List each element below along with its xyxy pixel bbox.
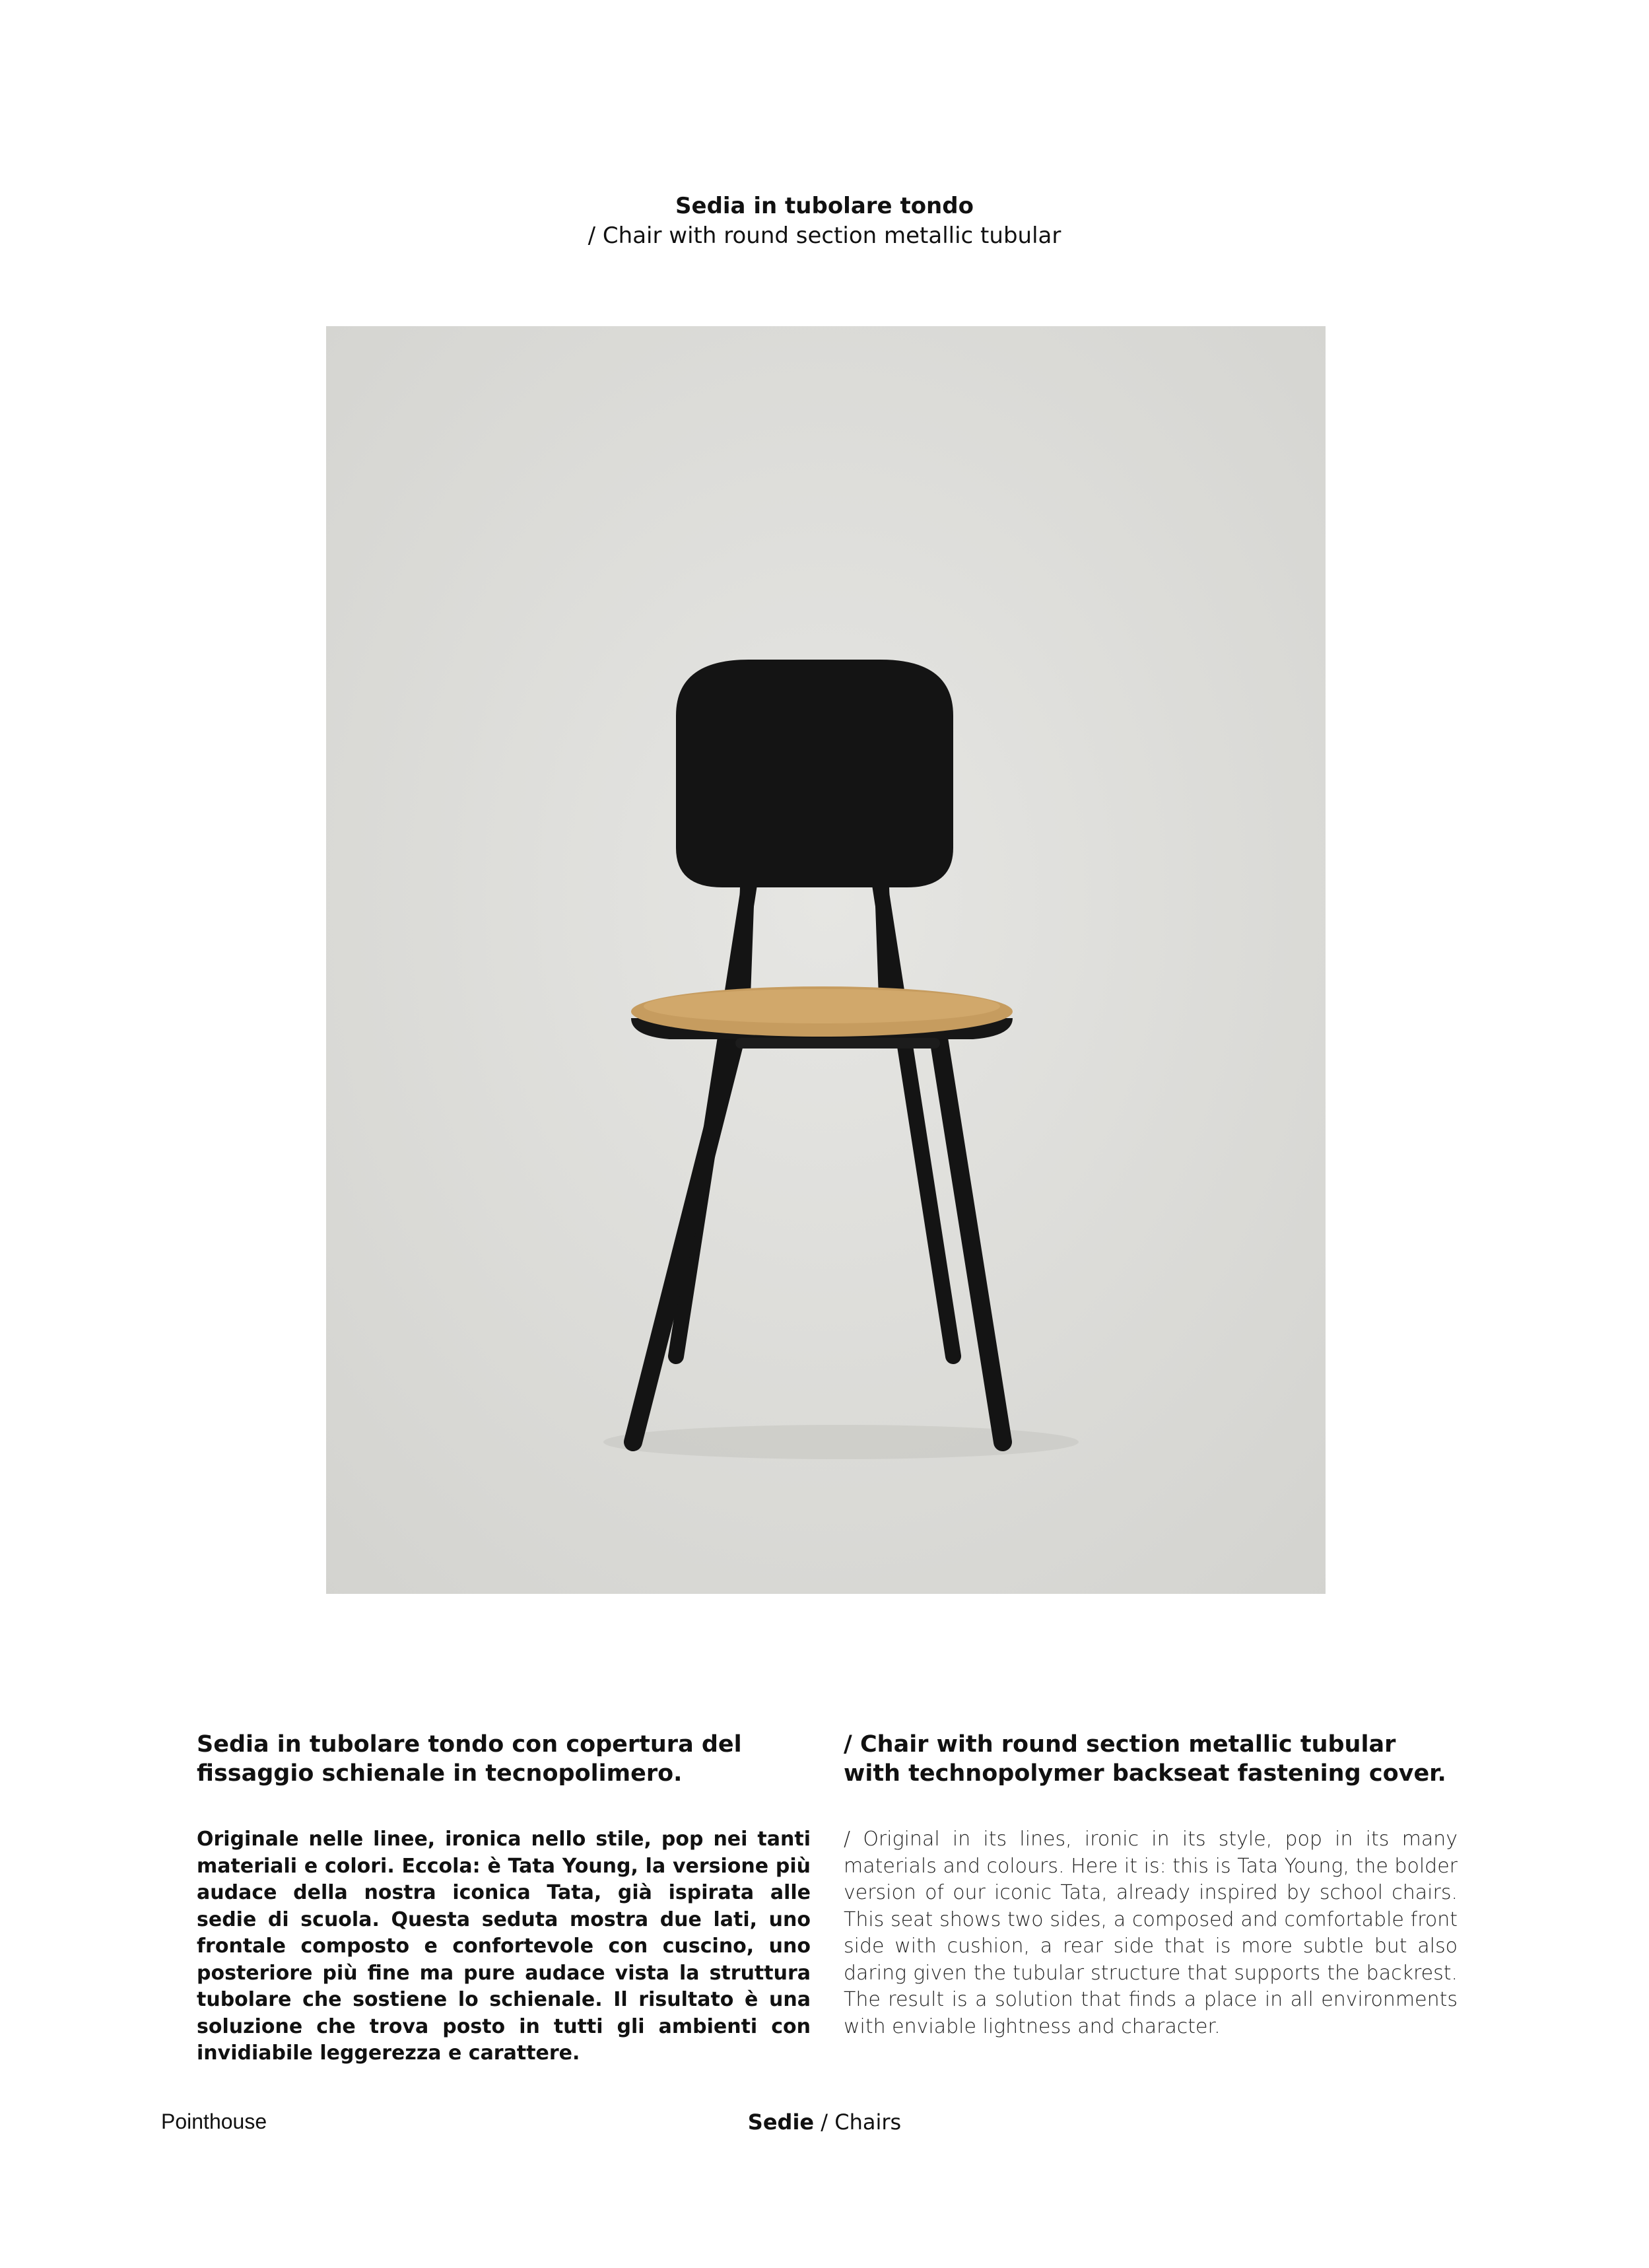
title-english: / Chair with round section metallic tubular	[588, 223, 1061, 249]
english-body: / Original in its lines, ironic in its style, pop in its many materials and colours. Here it is: this is Tata Young, the bolder version of our iconic Tata, already inspired by school chairs. This seat shows two sides, a composed and comfortable front side with cushion, a rear side that is more subtle but also daring given the tubular structure that supports the backrest. The result is a solution that finds a place in all environments with enviable lightness and character.	[844, 1828, 1458, 2038]
chair-illustration	[326, 326, 1326, 1594]
seat-rail	[735, 1038, 940, 1048]
title-italian: Sedia in tubolare tondo	[675, 193, 974, 219]
seat-cushion-highlight	[644, 989, 1000, 1023]
italian-heading: Sedia in tubolare tondo con copertura del fissaggio schienale in tecnopolimero.	[197, 1731, 742, 1787]
category-english: Chairs	[834, 2110, 902, 2135]
english-heading: / Chair with round section metallic tubular with technopolymer backseat fastening cover.	[844, 1731, 1446, 1787]
product-photo	[326, 326, 1326, 1594]
photo-backdrop	[326, 326, 1326, 1594]
brand-name: Pointhouse	[161, 2110, 267, 2133]
page-header	[0, 191, 1649, 251]
category-italian: Sedie	[747, 2110, 815, 2135]
italian-body: Originale nelle linee, ironica nello stile, pop nei tanti materiali e colori. Eccola: è Tata Young, la versione più audace della nostra iconica Tata, già ispirata alle sedie di scuola. Questa seduta mostra due lati, uno frontale composto e confortevole con cuscino, uno posteriore più fine ma pure audace vista la struttura tubolare che sostiene lo schienale. Il risultato è una soluzione che trova posto in tutti gli ambienti con invidiabile leggerezza e carattere.	[197, 1828, 811, 2065]
english-description	[844, 1730, 1458, 2040]
category-label	[0, 2110, 1649, 2135]
italian-description	[197, 1730, 811, 2067]
category-separator: /	[814, 2110, 835, 2135]
chair-backrest	[676, 660, 953, 887]
